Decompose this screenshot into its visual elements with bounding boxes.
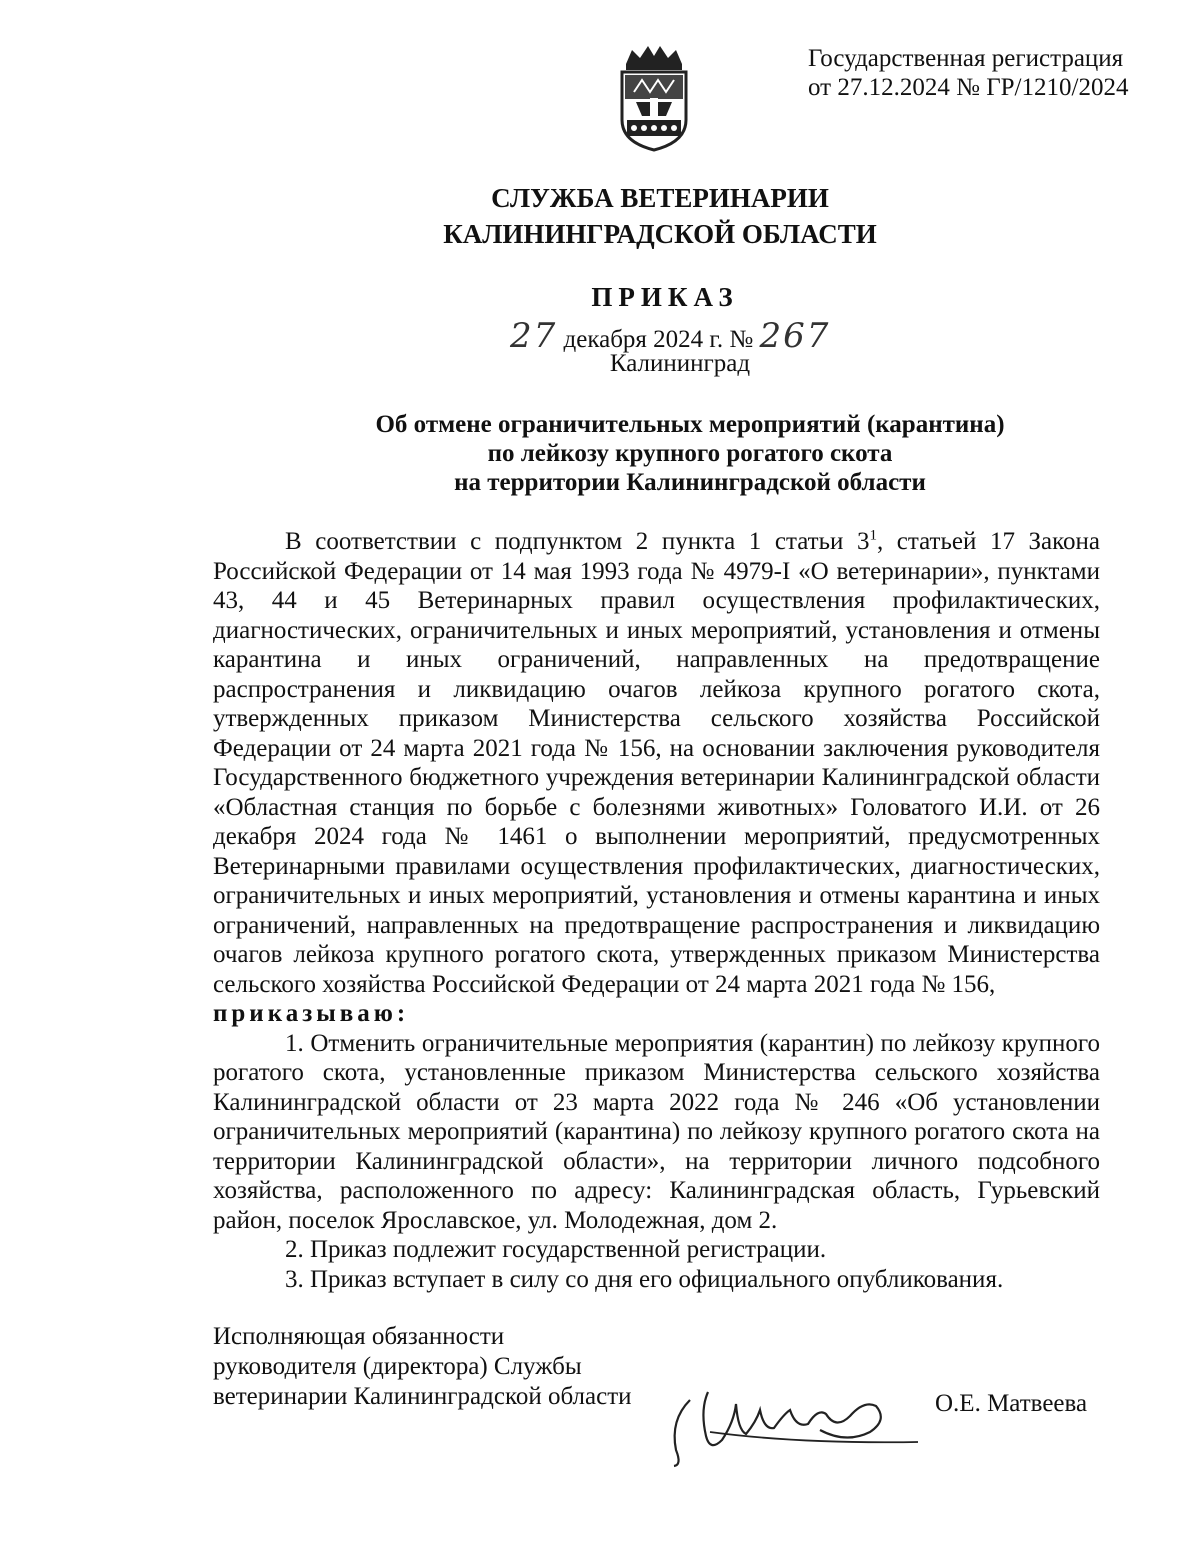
preamble-part-a: В соответствии с подпунктом 2 пункта 1 статьи 3	[285, 528, 870, 555]
registration-line-2: от 27.12.2024 № ГР/1210/2024	[808, 74, 1129, 101]
handwritten-number: 267	[759, 316, 831, 356]
month-year-label: декабря 2024 г. №	[563, 326, 754, 353]
signatory-name: О.Е. Матвеева	[935, 1390, 1088, 1417]
order-body	[213, 527, 1100, 1294]
registration-stamp	[808, 44, 1168, 102]
preamble-paragraph	[213, 527, 1100, 999]
coat-of-arms-icon	[614, 42, 694, 152]
position-line-3: ветеринарии Калининградской области	[213, 1383, 632, 1410]
document-type: ПРИКАЗ	[591, 282, 739, 312]
handwritten-day: 27	[510, 316, 558, 356]
preamble-superscript: 1	[869, 527, 877, 544]
organization-line-1: СЛУЖБА ВЕТЕРИНАРИИ	[491, 183, 829, 213]
order-item-1: 1. Отменить ограничительные мероприятия (карантин) по лейкозу крупного рогатого скота, установленные приказом Министерства сельского хозяйства Калининградской области от 23 марта 2022 года № 246 «Об установлении ограничительных мероприятий (карантина) по лейкозу крупного рогатого скота на территории Калининградской области», на территории личного подсобного хозяйства, расположенного по адресу: Калининградская область, Гурьевский район, поселок Ярославское, ул. Молодежная, дом 2.	[213, 1029, 1100, 1234]
registration-line-1: Государственная регистрация	[808, 45, 1124, 72]
signatory-position	[213, 1322, 673, 1412]
subject-line-3: на территории Калининградской области	[454, 469, 926, 496]
position-line-1: Исполняющая обязанности	[213, 1323, 505, 1350]
order-item-2: 2. Приказ подлежит государственной регистрации.	[285, 1236, 827, 1263]
position-line-2: руководителя (директора) Службы	[213, 1353, 582, 1380]
order-subject	[330, 410, 1050, 497]
subject-line-1: Об отмене ограничительных мероприятий (карантина)	[375, 411, 1005, 438]
organization-title	[300, 180, 1020, 252]
preamble-part-b: , статьей 17 Закона Российской Федерации от 14 мая 1993 года № 4979-I «О ветеринарии», пунктами 43, 44 и 45 Ветеринарных правил осуществления профилактических, диагностических, ограничительных и иных мероприятий, установления и отмены карантина и иных ограничений, направленных на предотвращение распространения и ликвидацию очагов лейкоза крупного рогатого скота, утвержденных приказом Министерства сельского хозяйства Российской Федерации от 24 марта 2021 года № 156, на основании заключения руководителя Государственного бюджетного учреждения ветеринарии Калининградской области «Областная станция по борьбе с болезнями животных» Головатого И.И. от 26 декабря 2024 года № 1461 о выполнении мероприятий, предусмотренных Ветеринарными правилами осуществления профилактических, диагностических, ограничительных и иных мероприятий, установления и отмены карантина и иных ограничений, направленных на предотвращение распространения и ликвидацию очагов лейкоза крупного рогатого скота, утвержденных приказом Министерства сельского хозяйства Российской Федерации от 24 марта 2021 года № 156,	[213, 528, 1100, 998]
subject-line-2: по лейкозу крупного рогатого скота	[487, 440, 893, 467]
order-item-3: 3. Приказ вступает в силу со дня его официального опубликования.	[285, 1265, 1004, 1293]
organization-line-2: КАЛИНИНГРАДСКОЙ ОБЛАСТИ	[443, 219, 877, 249]
city: Калининград	[609, 350, 751, 377]
order-word: приказываю:	[213, 1000, 410, 1027]
handwritten-signature	[650, 1370, 930, 1470]
